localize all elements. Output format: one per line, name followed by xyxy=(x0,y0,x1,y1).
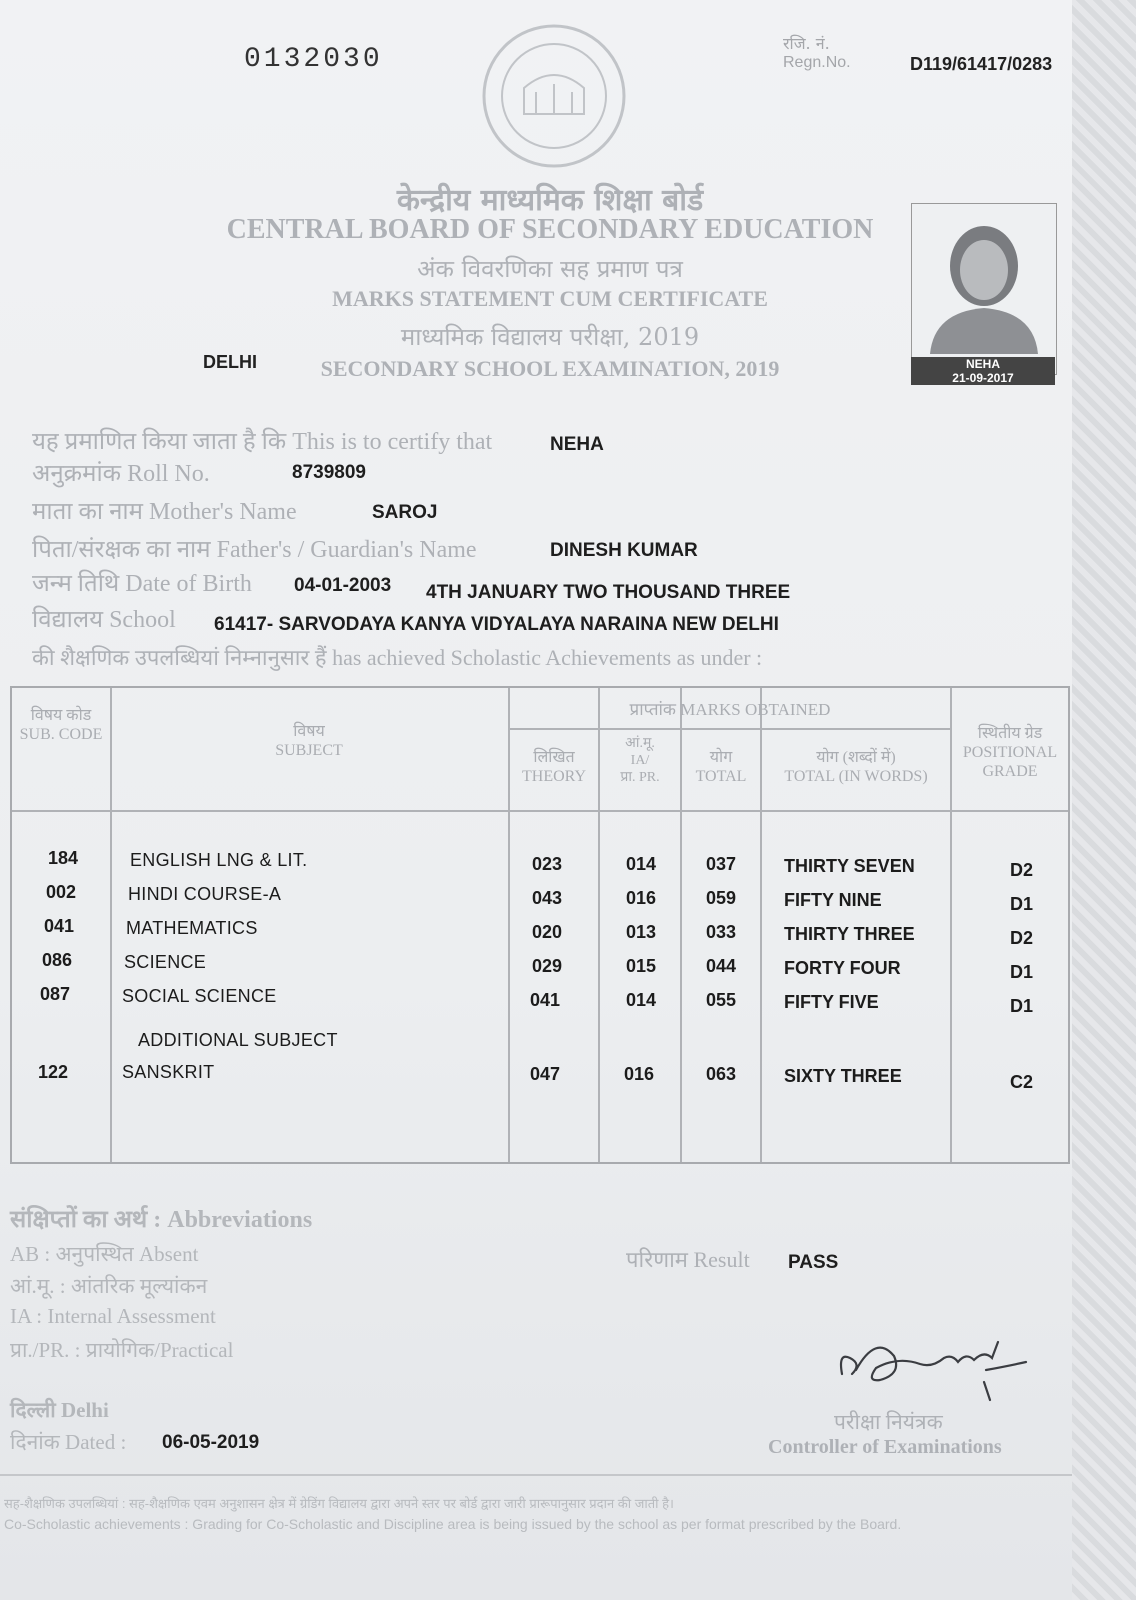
achievements-label: की शैक्षणिक उपलब्धियां निम्नानुसार हैं has achieved Scholastic Achievements as under : xyxy=(32,645,763,670)
subject-code: 122 xyxy=(38,1062,69,1082)
ia-marks: 014 xyxy=(626,854,657,874)
serial-number: 0132030 xyxy=(244,44,383,75)
grade: D1 xyxy=(1010,996,1034,1016)
photo-name: NEHA xyxy=(965,357,1000,371)
grade: D2 xyxy=(1010,928,1034,948)
footer-divider xyxy=(0,1474,1072,1476)
total-words: FIFTY FIVE xyxy=(784,992,879,1012)
dob-value: 04-01-2003 xyxy=(294,575,392,596)
total-marks: 044 xyxy=(706,956,737,976)
subject-code: 087 xyxy=(40,984,71,1004)
header-theory xyxy=(510,748,598,786)
school-name: 61417- SARVODAYA KANYA VIDYALAYA NARAINA NEW DELHI xyxy=(214,614,779,635)
theory-marks: 041 xyxy=(530,990,561,1010)
marks-table xyxy=(10,686,1070,1164)
subject-code: 002 xyxy=(46,882,77,902)
roll-label: अनुक्रमांक Roll No. xyxy=(32,461,210,487)
header-ia-hindi: आं.मू. xyxy=(625,736,655,751)
total-marks: 037 xyxy=(706,854,737,874)
theory-marks: 023 xyxy=(532,854,563,874)
header-code xyxy=(12,706,110,744)
header-total xyxy=(682,748,760,786)
subject-name: MATHEMATICS xyxy=(126,918,258,938)
abbreviation-item: AB : अनुपस्थित Absent xyxy=(10,1242,199,1266)
subject-name: HINDI COURSE-A xyxy=(128,884,282,904)
header-theory-english: THEORY xyxy=(522,768,586,786)
header-subject-hindi: विषय xyxy=(293,723,325,740)
header-theory-hindi: लिखित xyxy=(533,749,575,766)
header-code-hindi: विषय कोड xyxy=(30,707,92,724)
header-grade-english: POSITIONAL GRADE xyxy=(962,744,1058,781)
statement-title-hindi: अंक विवरणिका सह प्रमाण पत्र xyxy=(417,255,683,283)
theory-marks: 020 xyxy=(532,922,563,942)
person-silhouette-icon xyxy=(912,204,1056,354)
ia-marks: 016 xyxy=(626,888,657,908)
roll-number: 8739809 xyxy=(292,462,366,483)
additional-subject-label: ADDITIONAL SUBJECT xyxy=(138,1030,338,1050)
mother-name: SAROJ xyxy=(372,502,438,523)
subject-name: ENGLISH LNG & LIT. xyxy=(130,850,308,870)
footer-note-hindi: सह-शैक्षणिक उपलब्धियां : सह-शैक्षणिक एवम अनुशासन क्षेत्र में ग्रेडिंग विद्यालय द्वारा अपने स्तर पर बोर्ड द्वारा जारी प्रारूपानुसार प्रदान की जाती है। xyxy=(4,1496,674,1511)
header-code-english: SUB. CODE xyxy=(19,726,103,744)
header-grade-hindi: स्थितीय ग्रेड xyxy=(977,725,1043,742)
theory-marks: 029 xyxy=(532,956,563,976)
header-ia xyxy=(600,736,680,786)
issue-date: 06-05-2019 xyxy=(162,1432,260,1453)
header-total-hindi: योग xyxy=(709,749,733,766)
abbreviation-item: प्रा./PR. : प्रायोगिक/Practical xyxy=(10,1338,234,1362)
subject-code: 086 xyxy=(42,950,73,970)
father-name: DINESH KUMAR xyxy=(550,540,698,561)
student-photo xyxy=(911,203,1057,375)
header-words-hindi: योग (शब्दों में) xyxy=(816,749,896,766)
ia-marks: 014 xyxy=(626,990,657,1010)
grade: D1 xyxy=(1010,894,1034,914)
ia-marks: 013 xyxy=(626,922,657,942)
paper-edge xyxy=(1072,0,1136,1600)
ia-marks: 016 xyxy=(624,1064,655,1084)
header-ia-practical: प्रा. PR. xyxy=(620,769,660,785)
abbreviations-title: संक्षिप्तों का अर्थ : Abbreviations xyxy=(10,1207,313,1233)
total-words: THIRTY SEVEN xyxy=(784,856,915,876)
signature-icon xyxy=(836,1330,1032,1410)
total-words: FIFTY NINE xyxy=(784,890,882,910)
board-name: CENTRAL BOARD OF SECONDARY EDUCATION xyxy=(226,214,874,245)
ia-marks: 015 xyxy=(626,956,657,976)
dated-label: दिनांक Dated : xyxy=(10,1430,127,1454)
exam-title-hindi: माध्यमिक विद्यालय परीक्षा, 2019 xyxy=(400,323,700,351)
result-value: PASS xyxy=(788,1252,839,1273)
board-name-hindi: केन्द्रीय माध्यमिक शिक्षा बोर्ड xyxy=(396,183,704,218)
header-total-english: TOTAL xyxy=(695,768,747,786)
dob-label: जन्म तिथि Date of Birth xyxy=(32,571,252,597)
regn-label: Regn.No. xyxy=(783,54,851,71)
header-total-words xyxy=(762,748,950,786)
total-words: THIRTY THREE xyxy=(784,924,915,944)
header-subject-english: SUBJECT xyxy=(275,742,343,760)
cbse-seal-icon xyxy=(480,22,628,170)
subject-name: SANSKRIT xyxy=(122,1062,215,1082)
header-grade xyxy=(952,724,1068,782)
footer-note: Co-Scholastic achievements : Grading for Co-Scholastic and Discipline area is being issued by the school as per format prescribed by the Board. xyxy=(4,1516,902,1532)
dob-words: 4TH JANUARY TWO THOUSAND THREE xyxy=(426,582,791,603)
abbreviation-item: आं.मू. : आंतरिक मूल्यांकन xyxy=(10,1274,208,1298)
mother-label: माता का नाम Mother's Name xyxy=(32,499,297,525)
abbreviation-item: IA : Internal Assessment xyxy=(10,1304,216,1328)
header-marks-obtained: प्राप्तांक MARKS OBTAINED xyxy=(629,700,831,719)
controller-hindi: परीक्षा नियंत्रक xyxy=(834,1410,943,1434)
header-subject xyxy=(110,722,508,760)
header-words-english: TOTAL (IN WORDS) xyxy=(784,768,928,786)
statement-title: MARKS STATEMENT CUM CERTIFICATE xyxy=(332,286,768,311)
theory-marks: 043 xyxy=(532,888,563,908)
school-label: विद्यालय School xyxy=(32,607,176,633)
certify-label: यह प्रमाणित किया जाता है कि This is to certify that xyxy=(32,429,493,455)
theory-marks: 047 xyxy=(530,1064,561,1084)
subject-code: 184 xyxy=(48,848,79,868)
grade: D2 xyxy=(1010,860,1034,880)
grade: C2 xyxy=(1010,1072,1034,1092)
header-ia-english: IA/ xyxy=(630,752,650,768)
regn-label-hindi: रजि. नं. xyxy=(783,34,830,53)
controller-title: Controller of Examinations xyxy=(768,1436,1002,1458)
total-words: FORTY FOUR xyxy=(784,958,901,978)
photo-date: 21-09-2017 xyxy=(952,371,1014,385)
subject-name: SOCIAL SCIENCE xyxy=(122,986,277,1006)
father-label: पिता/संरक्षक का नाम Father's / Guardian's Name xyxy=(32,537,477,563)
total-marks: 033 xyxy=(706,922,737,942)
result-label: परिणाम Result xyxy=(626,1247,750,1272)
place-label: दिल्ली Delhi xyxy=(10,1398,109,1422)
total-marks: 063 xyxy=(706,1064,737,1084)
total-words: SIXTY THREE xyxy=(784,1066,902,1086)
total-marks: 055 xyxy=(706,990,737,1010)
student-name: NEHA xyxy=(550,434,604,455)
subject-code: 041 xyxy=(44,916,75,936)
photo-caption xyxy=(911,357,1055,385)
regn-number: D119/61417/0283 xyxy=(910,54,1053,74)
grade: D1 xyxy=(1010,962,1034,982)
total-marks: 059 xyxy=(706,888,737,908)
subject-name: SCIENCE xyxy=(124,952,207,972)
exam-title: SECONDARY SCHOOL EXAMINATION, 2019 xyxy=(320,356,780,381)
region-city: DELHI xyxy=(203,352,257,372)
